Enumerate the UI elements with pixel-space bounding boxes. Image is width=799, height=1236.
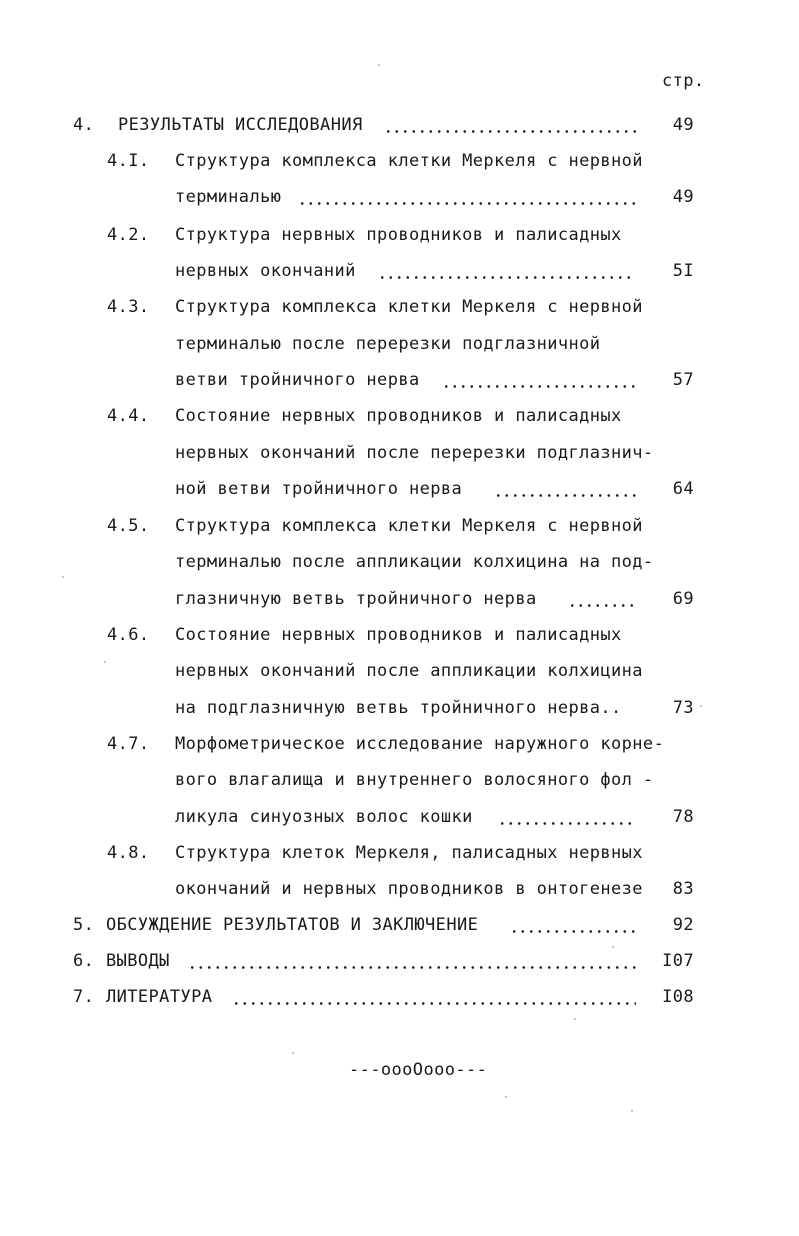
dot-leader [494,494,636,497]
dot-leader [188,966,636,969]
page-column-label: стр. [662,71,705,91]
dot-leader [232,1002,636,1005]
entry-number: 7. [73,987,95,1007]
entry-page: 57 [672,370,694,390]
entry-title-line: терминалью [175,187,282,207]
entry-title-line: РЕЗУЛЬТАТЫ ИССЛЕДОВАНИЯ [118,115,363,135]
entry-number: 6. [73,951,95,971]
entry-title-line: вого влагалища и внутреннего волосяного фол - [175,770,654,790]
entry-title-line: терминалью после аппликации колхицина на под- [175,552,654,572]
entry-title-line: глазничную ветвь тройничного нерва [175,589,537,609]
scan-speck [700,705,702,707]
dot-leader [510,930,636,933]
entry-title-line: ЛИТЕРАТУРА [106,987,213,1007]
entry-number: 4. [73,115,95,135]
entry-title-line: Морфометрическое исследование наружного корне- [175,734,665,754]
entry-title-line: Состояние нервных проводников и палисадных [175,406,622,426]
entry-number: 4.8. [107,843,150,863]
entry-page: I07 [662,951,694,971]
scan-speck [378,64,380,66]
end-mark: ---oooOooo--- [349,1060,488,1080]
dot-leader [498,822,636,825]
dot-leader [384,130,636,133]
entry-number: 4.I. [107,151,150,171]
entry-title-line: нервных окончаний [175,261,356,281]
entry-page: 92 [672,915,694,935]
entry-page: 73 [672,698,694,718]
entry-page: 83 [672,879,694,899]
dot-leader [442,385,636,388]
entry-title-line: ликула синуозных волос кошки [175,807,473,827]
entry-title-line: терминалью после перерезки подглазничной [175,334,601,354]
entry-title-line: ветви тройничного нерва [175,370,420,390]
scan-speck [505,1096,507,1098]
entry-title-line: ОБСУЖДЕНИЕ РЕЗУЛЬТАТОВ И ЗАКЛЮЧЕНИЕ [106,915,479,935]
entry-page: 49 [672,115,694,135]
dot-leader [298,202,636,205]
dot-leader [568,604,636,607]
entry-title-line: нервных окончаний после аппликации колхицина [175,661,643,681]
entry-title-line: Структура нервных проводников и палисадных [175,225,622,245]
entry-title-line: ВЫВОДЫ [106,951,170,971]
scan-speck [292,1052,294,1054]
entry-title-line: окончаний и нервных проводников в онтогенезе [175,879,643,899]
entry-number: 4.5. [107,516,150,536]
entry-title-line: ной ветви тройничного нерва [175,479,463,499]
entry-page: 69 [672,589,694,609]
entry-page: 64 [672,479,694,499]
entry-title-line: Структура комплекса клетки Меркеля с нервной [175,151,643,171]
scan-speck [612,946,614,948]
entry-title-line: нервных окончаний после перерезки подглазнич- [175,443,654,463]
entry-number: 4.6. [107,625,150,645]
scan-speck [574,1018,576,1020]
entry-page: 49 [672,187,694,207]
scan-speck [62,576,64,578]
entry-title-line: Состояние нервных проводников и палисадных [175,625,622,645]
dot-leader [378,276,636,279]
entry-page: 78 [672,807,694,827]
scan-speck [104,661,106,663]
entry-number: 5. [73,915,95,935]
entry-title-line: Структура клеток Меркеля, палисадных нервных [175,843,643,863]
entry-number: 4.3. [107,297,150,317]
entry-title-line: Структура комплекса клетки Меркеля с нервной [175,516,643,536]
entry-page: I08 [662,987,694,1007]
entry-number: 4.7. [107,734,150,754]
entry-title-line: на подглазничную ветвь тройничного нерва.. [175,698,622,718]
entry-page: 5I [672,261,694,281]
entry-title-line: Структура комплекса клетки Меркеля с нервной [175,297,643,317]
entry-number: 4.2. [107,225,150,245]
entry-number: 4.4. [107,406,150,426]
scan-speck [631,1110,633,1112]
